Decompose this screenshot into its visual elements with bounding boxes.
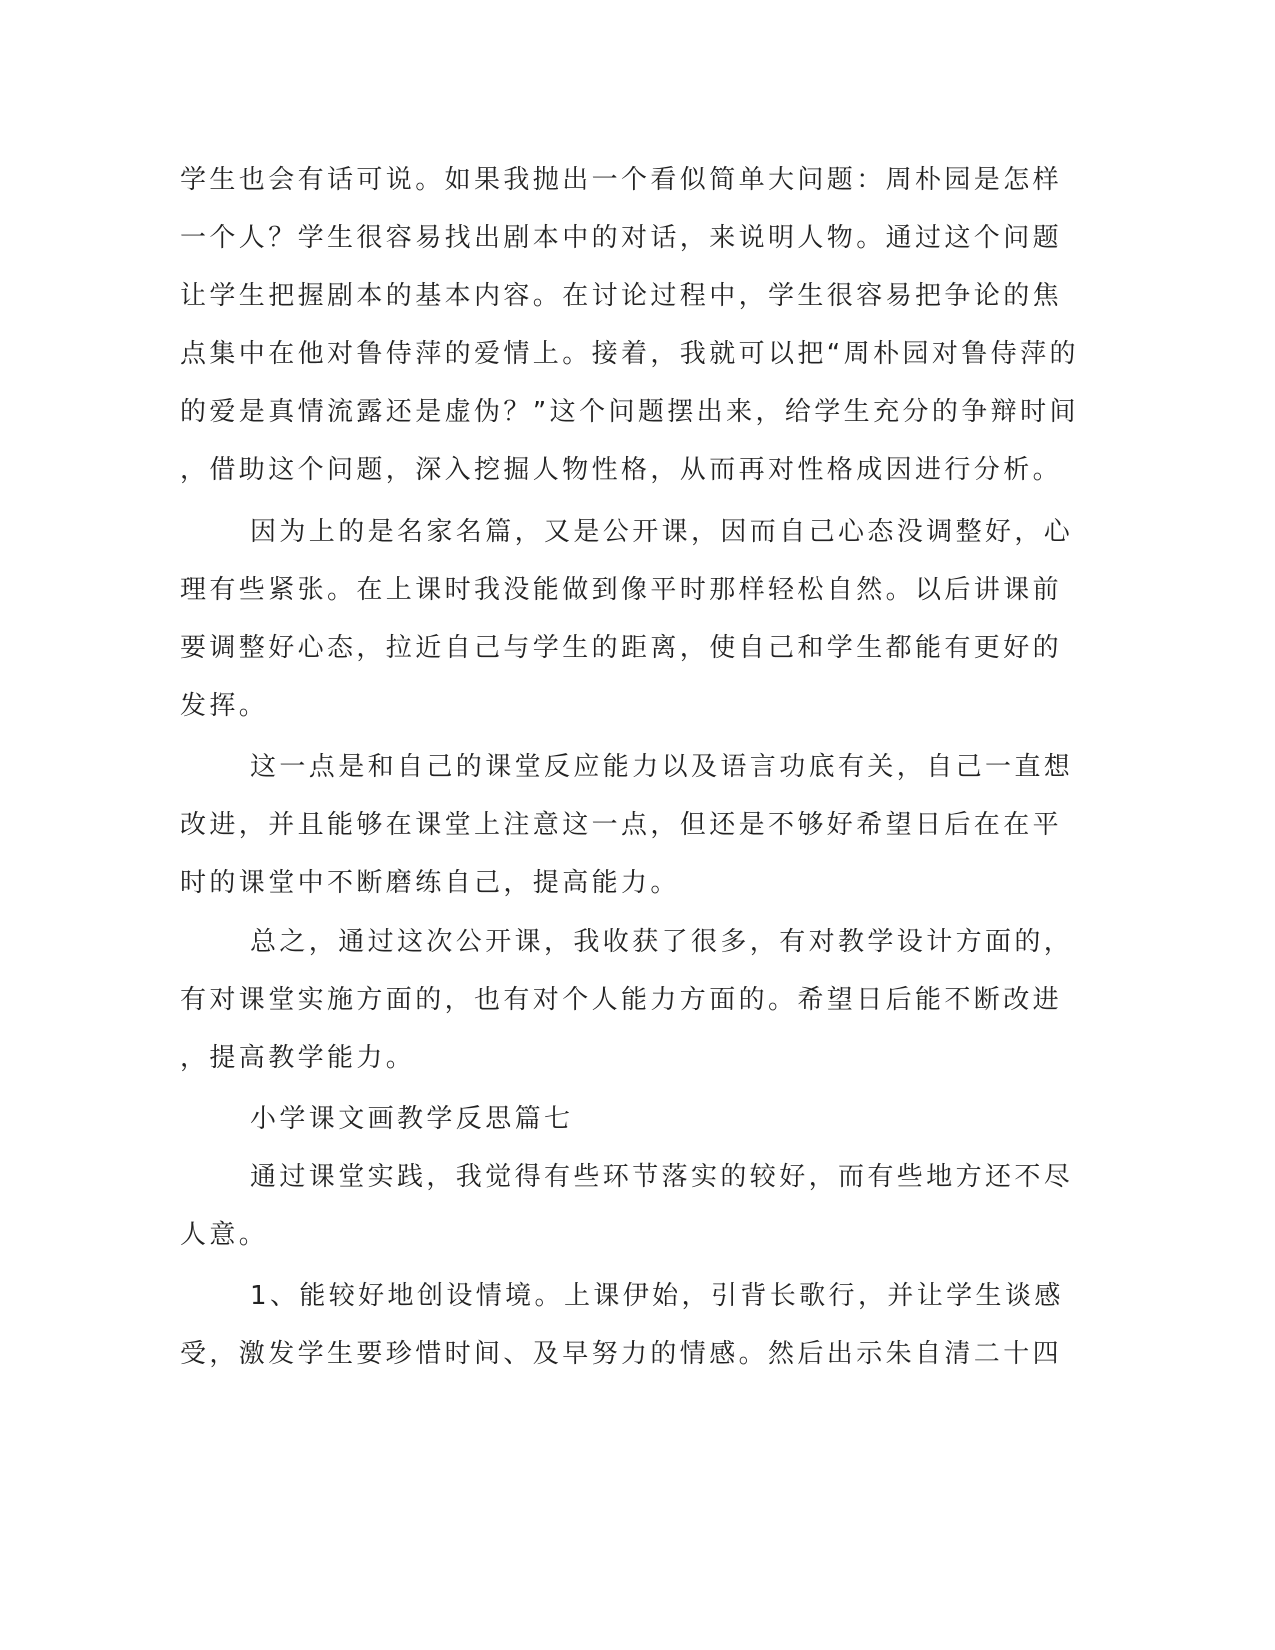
text-line: 让学生把握剧本的基本内容。在讨论过程中，学生很容易把争论的焦 [180, 281, 1063, 311]
text-line: ，提高教学能力。 [180, 1043, 416, 1073]
paragraph-first-line: 因为上的是名家名篇，又是公开课，因而自己心态没调整好，心 [250, 517, 1074, 547]
text-line: 发挥。 [180, 691, 269, 721]
text-line: 的爱是真情流露还是虚伪？”这个问题摆出来，给学生充分的争辩时间 [180, 397, 1079, 427]
paragraph-first-line: 这一点是和自己的课堂反应能力以及语言功底有关，自己一直想 [250, 752, 1074, 782]
text-line: 人意。 [180, 1220, 269, 1250]
text-line: 时的课堂中不断磨练自己，提高能力。 [180, 868, 680, 898]
text-line: 有对课堂实施方面的，也有对个人能力方面的。希望日后能不断改进 [180, 985, 1063, 1015]
text-line: 理有些紧张。在上课时我没能做到像平时那样轻松自然。以后讲课前 [180, 575, 1063, 605]
text-line: 一个人？学生很容易找出剧本中的对话，来说明人物。通过这个问题 [180, 223, 1063, 253]
paragraph-first-line: 总之，通过这次公开课，我收获了很多，有对教学设计方面的， [250, 927, 1074, 957]
paragraph-first-line: 1、能较好地创设情境。上课伊始，引背长歌行，并让学生谈感 [250, 1281, 1064, 1311]
text-line: ，借助这个问题，深入挖掘人物性格，从而再对性格成因进行分析。 [180, 455, 1063, 485]
text-line: 学生也会有话可说。如果我抛出一个看似简单大问题：周朴园是怎样 [180, 165, 1063, 195]
text-line: 受，激发学生要珍惜时间、及早努力的情感。然后出示朱自清二十四 [180, 1339, 1063, 1369]
paragraph-first-line: 通过课堂实践，我觉得有些环节落实的较好，而有些地方还不尽 [250, 1162, 1074, 1192]
text-line: 点集中在他对鲁侍萍的爱情上。接着，我就可以把“周朴园对鲁侍萍的 [180, 339, 1079, 369]
text-line: 改进，并且能够在课堂上注意这一点，但还是不够好希望日后在在平 [180, 810, 1063, 840]
text-line: 要调整好心态，拉近自己与学生的距离，使自己和学生都能有更好的 [180, 633, 1063, 663]
section-heading: 小学课文画教学反思篇七 [250, 1104, 574, 1134]
